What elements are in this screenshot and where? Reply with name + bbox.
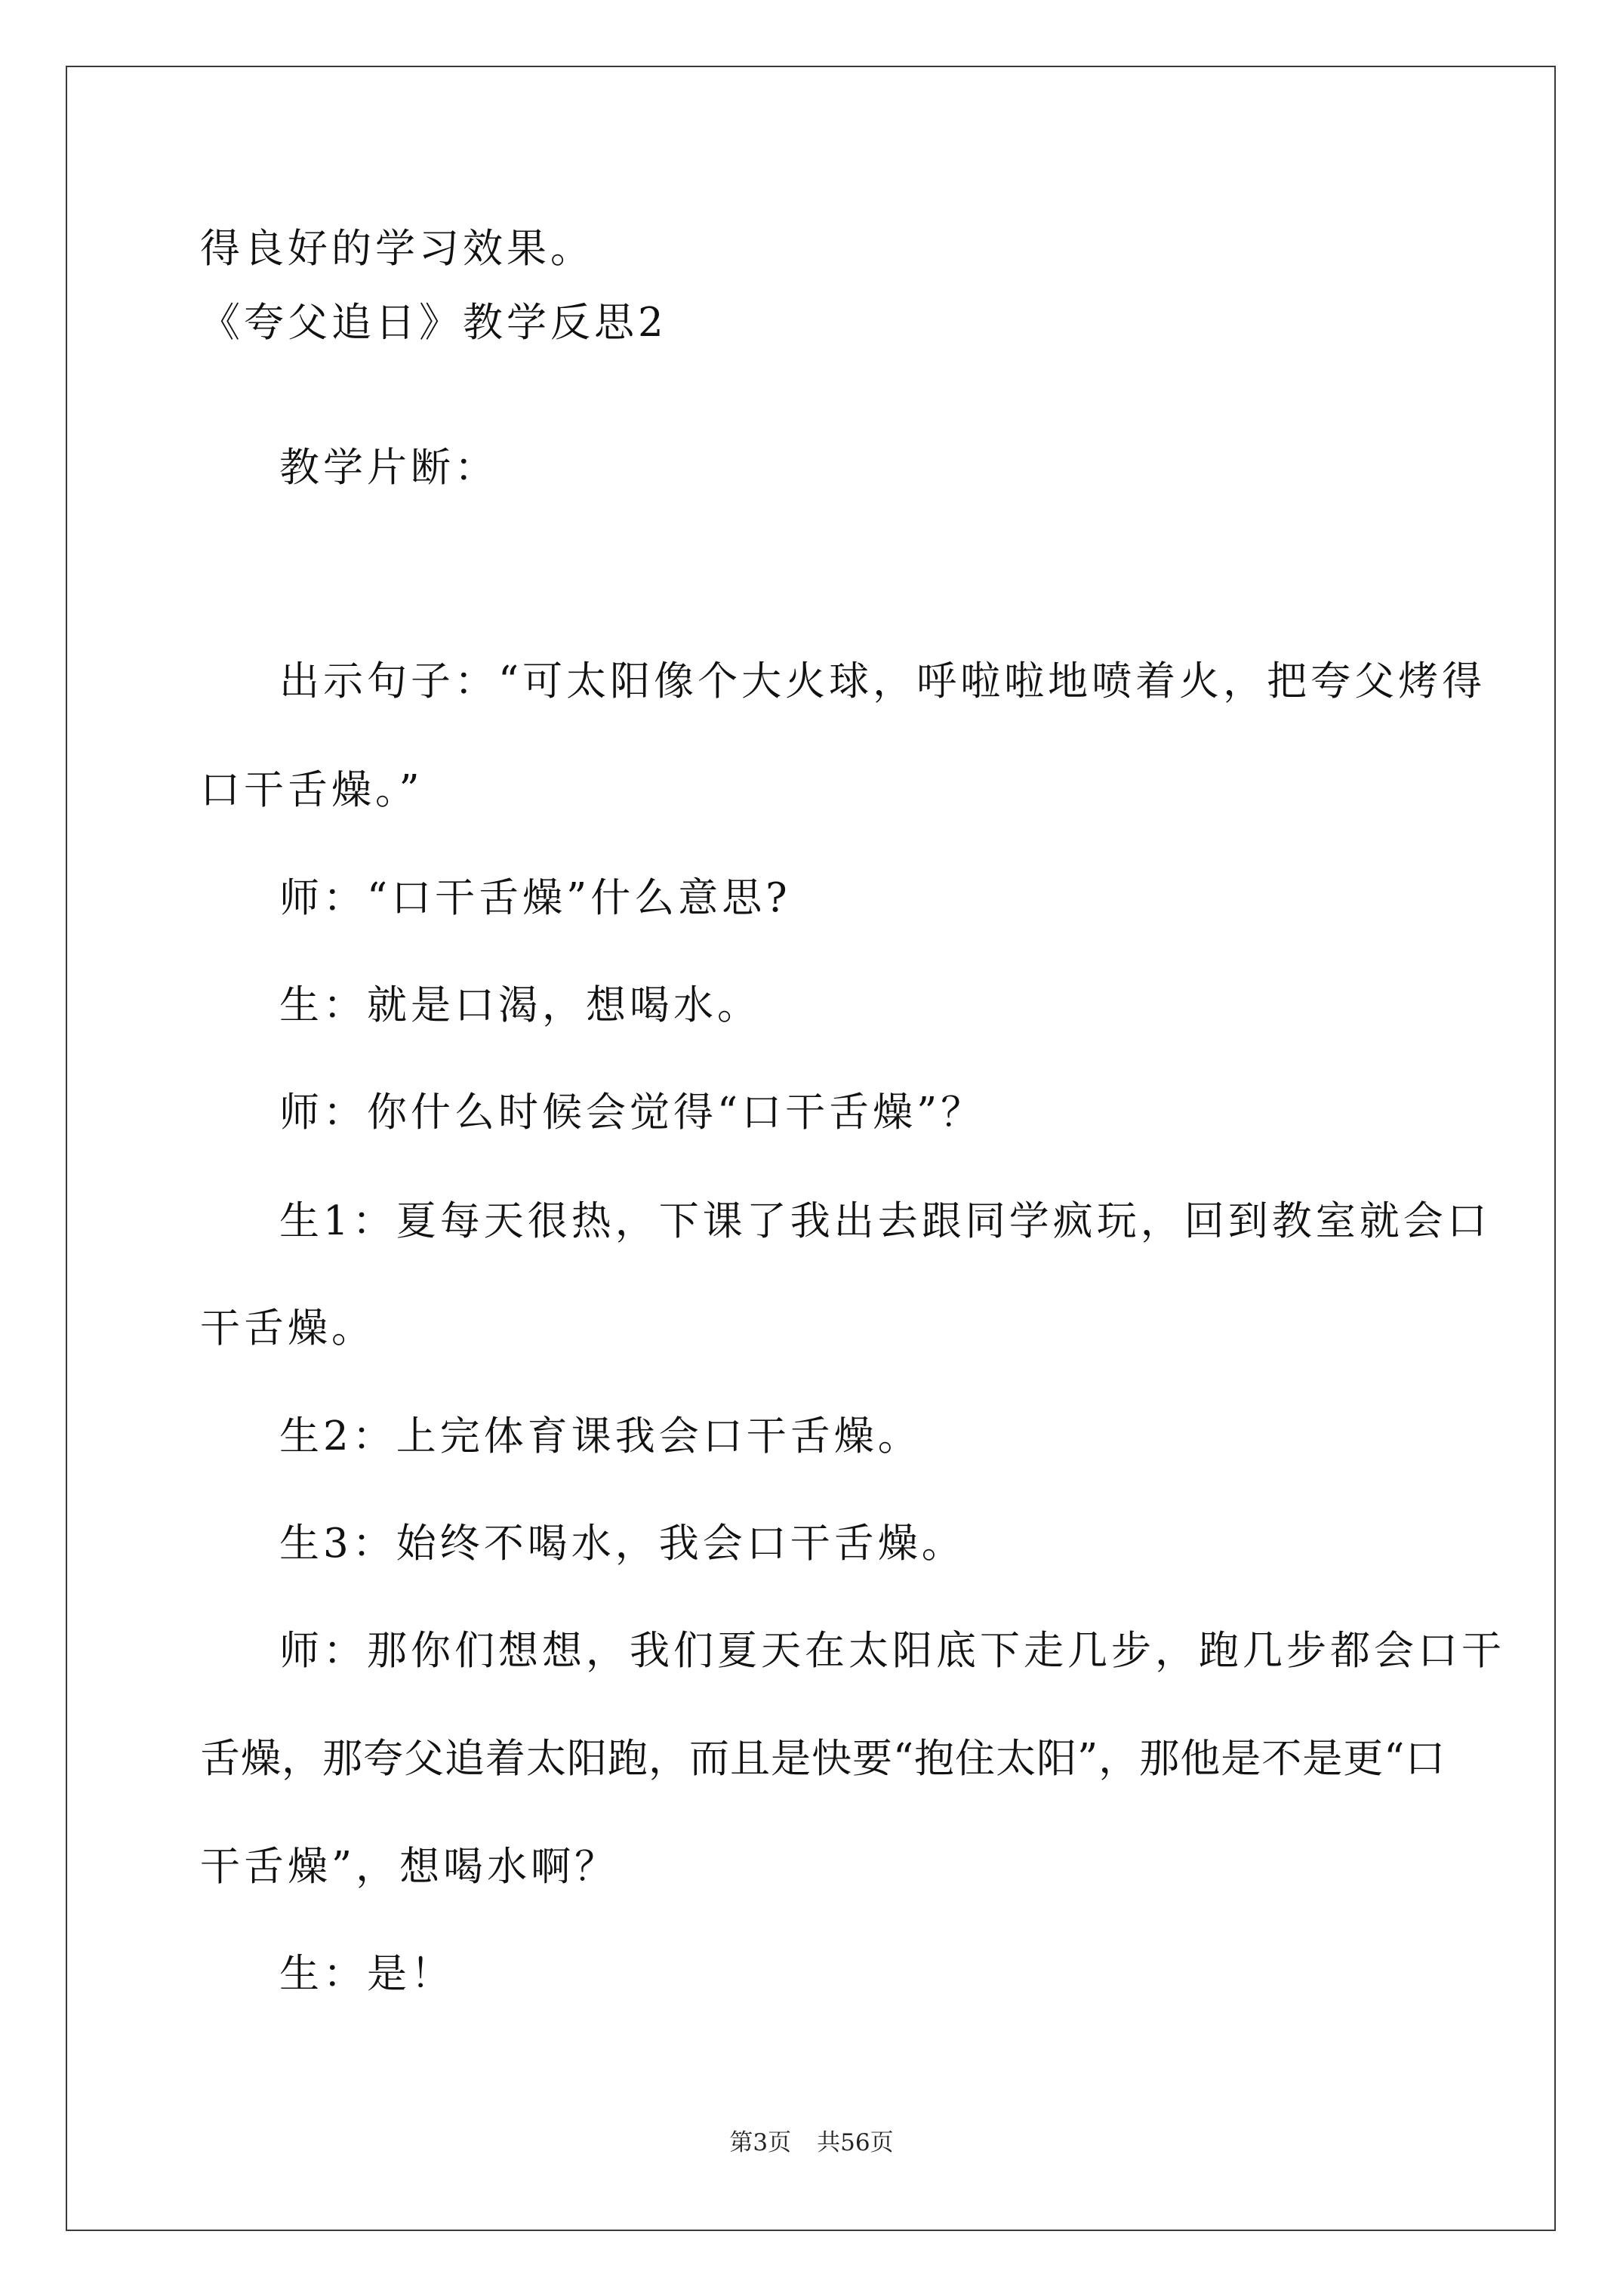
text-line: 舌燥，那夸父追着太阳跑，而且是快要“抱住太阳”，那他是不是更“口 — [200, 1736, 1446, 1782]
page-border — [66, 66, 1556, 2231]
text-line: 生3：始终不喝水，我会口干舌燥。 — [279, 1521, 965, 1567]
text-line: 口干舌燥。” — [200, 767, 423, 813]
text-line: 生：是！ — [279, 1951, 454, 1997]
text-line: 得良好的学习效果。 — [200, 226, 594, 272]
text-line: 生：就是口渴，想喝水。 — [279, 982, 761, 1028]
section-heading: 《夸父追日》教学反思2 — [200, 300, 667, 346]
text-line: 生2：上完体育课我会口干舌燥。 — [279, 1413, 922, 1459]
text-line: 出示句子：“可太阳像个大火球，呼啦啦地喷着火，把夸父烤得 — [279, 658, 1486, 704]
page-number: 第3页 — [729, 2129, 792, 2156]
text-line: 干舌燥。 — [200, 1305, 375, 1351]
page-footer — [0, 2128, 1623, 2158]
text-line: 师：那你们想想，我们夏天在太阳底下走几步，跑几步都会口干 — [279, 1628, 1505, 1674]
text-line: 师：你什么时候会觉得“口干舌燥”？ — [279, 1089, 985, 1136]
page-total: 共56页 — [817, 2129, 894, 2156]
text-line: 教学片断： — [279, 445, 498, 491]
text-line: 师：“口干舌燥”什么意思? — [279, 875, 791, 921]
text-line: 干舌燥”，想喝水啊？ — [200, 1844, 619, 1890]
text-line: 生1：夏每天很热，下课了我出去跟同学疯玩，回到教室就会口 — [279, 1198, 1491, 1244]
